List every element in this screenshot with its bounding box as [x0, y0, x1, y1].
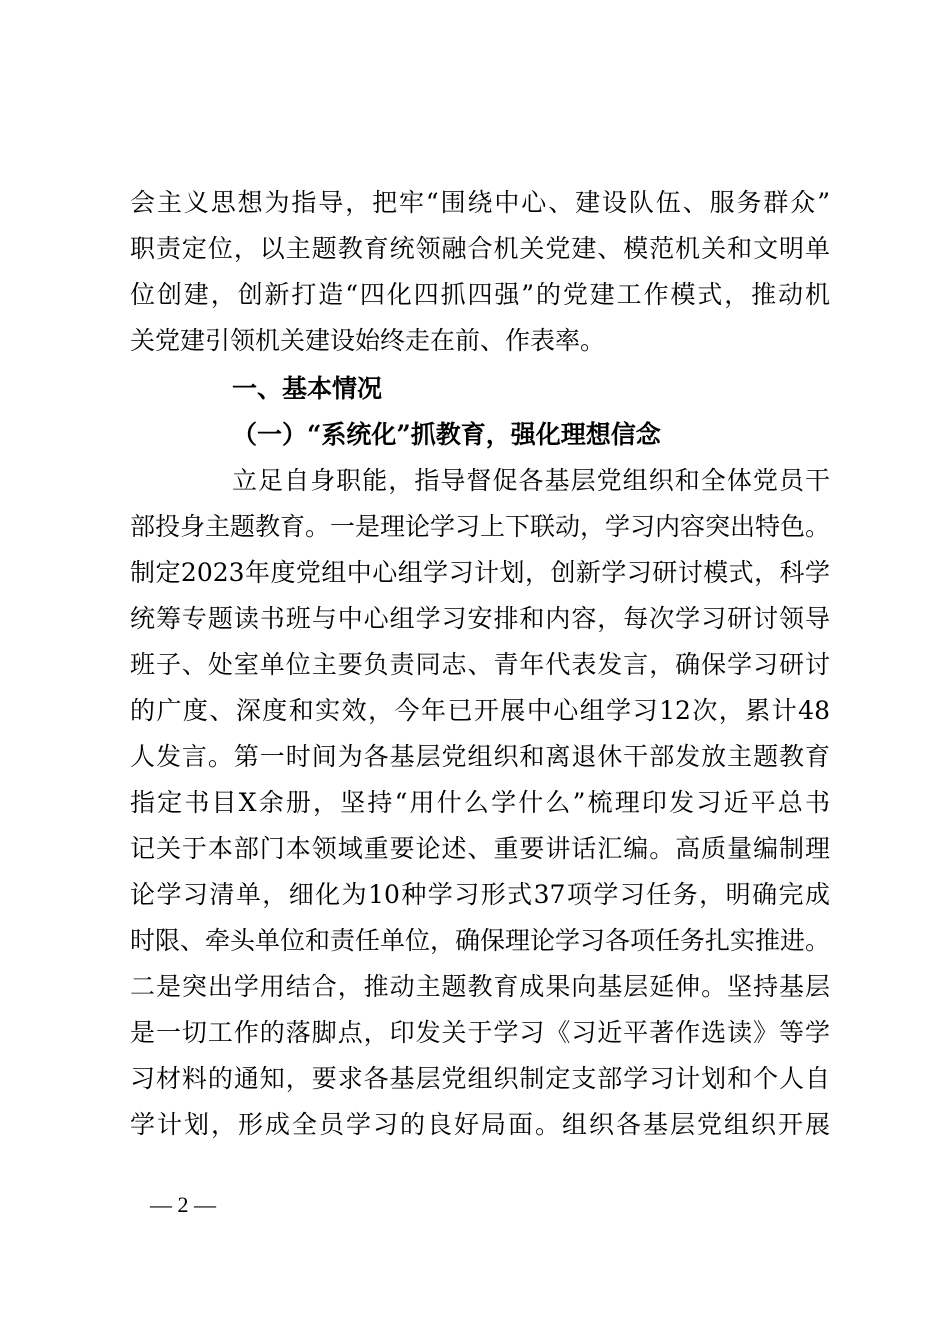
subsection-heading-education: （一）“系统化”抓教育，强化理想信念	[232, 420, 661, 449]
intro-line-1: 会主义思想为指导，把牢“围绕中心、建设队伍、服务群众”	[130, 188, 830, 217]
section-heading-basic-situation: 一、基本情况	[232, 374, 383, 403]
page-number: — 2 —	[150, 1192, 216, 1217]
body-line-15: 学计划，形成全员学习的良好局面。组织各基层党组织开展	[130, 1110, 830, 1139]
body-line-9: 记关于本部门本领域重要论述、重要讲话汇编。高质量编制理	[130, 834, 830, 863]
body-line-12: 二是突出学用结合，推动主题教育成果向基层延伸。坚持基层	[130, 972, 830, 1001]
body-line-14: 习材料的通知，要求各基层党组织制定支部学习计划和个人自	[130, 1064, 830, 1093]
body-line-11: 时限、牵头单位和责任单位，确保理论学习各项任务扎实推进。	[130, 926, 831, 955]
body-line-6: 的广度、深度和实效，今年已开展中心组学习12次，累计48	[130, 696, 830, 725]
body-line-4: 统筹专题读书班与中心组学习安排和内容，每次学习研讨领导	[130, 604, 830, 633]
intro-line-3: 位创建，创新打造“四化四抓四强”的党建工作模式，推动机	[130, 280, 830, 309]
intro-line-2: 职责定位，以主题教育统领融合机关党建、模范机关和文明单	[130, 234, 830, 263]
body-line-3: 制定2023年度党组中心组学习计划，创新学习研讨模式，科学	[130, 558, 830, 587]
body-line-1: 立足自身职能，指导督促各基层党组织和全体党员干	[232, 466, 830, 495]
body-line-5: 班子、处室单位主要负责同志、青年代表发言，确保学习研讨	[130, 650, 830, 679]
body-line-10: 论学习清单，细化为10种学习形式37项学习任务，明确完成	[130, 880, 830, 909]
body-line-13: 是一切工作的落脚点，印发关于学习《习近平著作选读》等学	[130, 1018, 830, 1047]
body-line-2: 部投身主题教育。一是理论学习上下联动，学习内容突出特色。	[130, 512, 831, 541]
body-line-7: 人发言。第一时间为各基层党组织和离退休干部发放主题教育	[130, 742, 830, 771]
intro-line-4: 关党建引领机关建设始终走在前、作表率。	[130, 326, 606, 355]
body-line-8: 指定书目X余册，坚持“用什么学什么”梳理印发习近平总书	[130, 788, 830, 817]
